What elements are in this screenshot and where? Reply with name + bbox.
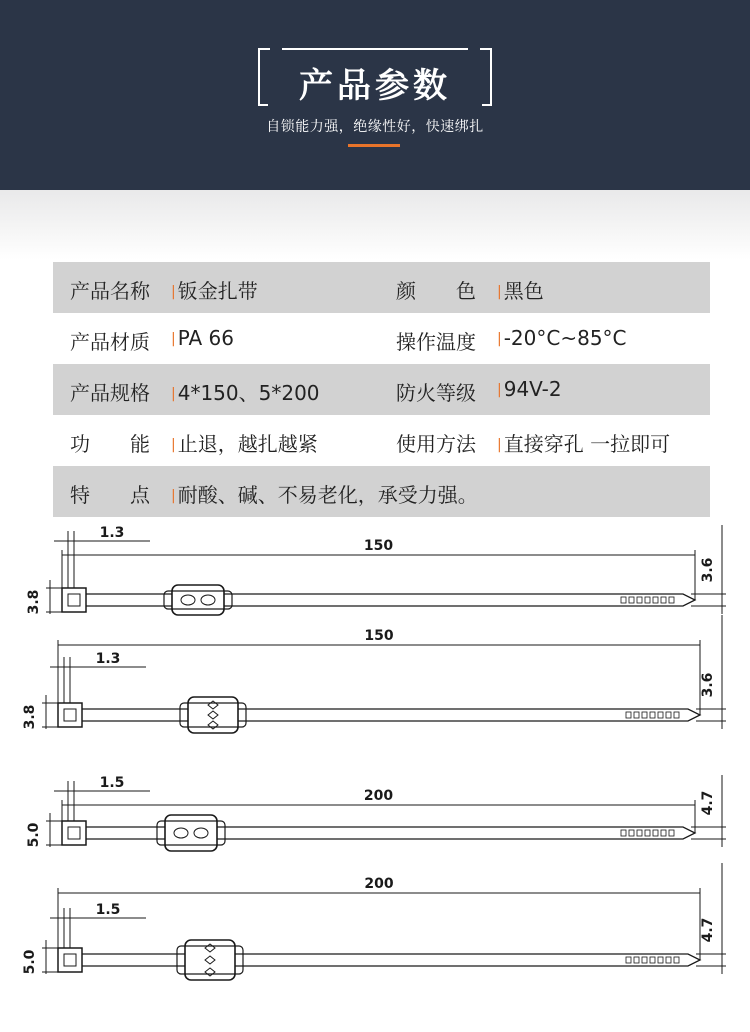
spec-label: 颜 色 [396,279,476,303]
tip-serration [642,712,647,718]
spec-row [53,364,710,415]
tie-tip [620,954,700,966]
spec-label: 防火等级 [396,381,476,405]
head-height-label: 5.0 [26,822,42,848]
page-title: 产品参数 [299,66,451,106]
tip-height-label: 4.7 [700,790,716,816]
tie-tip [615,827,695,839]
tip-serration [653,830,658,836]
tip-serration [645,597,650,603]
head-height-label: 3.8 [22,704,38,730]
length-label: 150 [364,628,394,644]
spec-value: | 止退，越扎越紧 [171,432,318,456]
tip-serration [650,957,655,963]
head-width-label: 1.5 [99,775,125,791]
spec-row [53,262,710,313]
tip-serration [658,712,663,718]
tip-serration [661,830,666,836]
header-banner [0,0,750,190]
length-label: 200 [363,788,394,804]
tip-serration [674,712,679,718]
spec-value: | 4*150、5*200 [171,381,320,405]
tip-serration [661,597,666,603]
spec-value: | 直接穿孔 一拉即可 [497,432,671,456]
spec-row [53,313,710,364]
title-frame [258,48,492,106]
tie-head [62,821,86,845]
tip-height-label: 4.7 [700,917,716,943]
spec-row [53,466,710,517]
tip-height-label: 3.6 [700,557,716,583]
spec-label: 产品材质 [70,330,150,354]
tie-tip [620,709,700,721]
tip-serration [669,830,674,836]
tip-height-label: 3.6 [700,672,716,698]
tip-serration [629,597,634,603]
head-width-label: 1.3 [99,525,125,541]
tie-head [58,703,82,727]
spec-value: | 钣金扎带 [171,279,258,303]
tip-serration [637,597,642,603]
tip-serration [642,957,647,963]
tip-serration [621,830,626,836]
head-height-label: 5.0 [22,949,38,975]
spec-label: 操作温度 [396,330,476,354]
tip-serration [674,957,679,963]
tip-serration [658,957,663,963]
accent-divider [348,144,400,147]
spec-label: 特 点 [70,483,150,507]
length-label: 200 [364,876,394,892]
spec-label: 产品规格 [70,381,150,405]
tie-tip [615,594,695,606]
spec-value: | 94V-2 [497,377,562,401]
tip-serration [626,957,631,963]
background-band [0,190,750,260]
tie-head [58,948,82,972]
tip-serration [637,830,642,836]
tip-serration [653,597,658,603]
page-subtitle: 自锁能力强，绝缘性好，快速绑扎 [266,119,484,135]
tip-serration [669,597,674,603]
spec-value: | PA 66 [171,326,234,350]
tip-serration [629,830,634,836]
spec-value: | 黑色 [497,279,544,303]
tip-serration [650,712,655,718]
tip-serration [666,957,671,963]
tip-serration [634,957,639,963]
spec-value: | 耐酸、碱、不易老化，承受力强。 [171,483,478,507]
head-height-label: 3.8 [26,589,42,615]
cable-tie-drawings [0,515,750,1032]
head-width-label: 1.5 [95,902,121,918]
spec-label: 使用方法 [396,432,476,456]
tip-serration [634,712,639,718]
tie-head [62,588,86,612]
head-width-label: 1.3 [95,651,121,667]
tie-mount [172,585,224,615]
tip-serration [666,712,671,718]
spec-label: 功 能 [70,432,150,456]
tip-serration [621,597,626,603]
length-label: 150 [363,538,394,554]
tip-serration [645,830,650,836]
spec-row [53,415,710,466]
tip-serration [626,712,631,718]
spec-value: | -20°C~85°C [497,326,627,350]
spec-table [53,262,710,517]
spec-label: 产品名称 [70,279,150,303]
